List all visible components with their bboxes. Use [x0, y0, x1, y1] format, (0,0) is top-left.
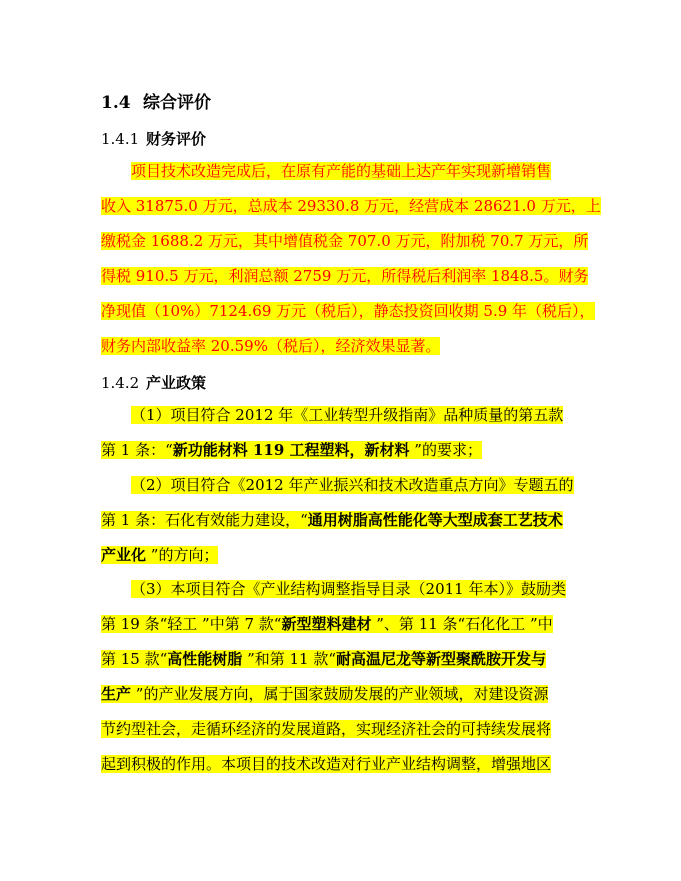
- subsection-title: 产业政策: [146, 374, 207, 392]
- financial-line-6: 财务内部收益率 20.59%（税后），经济效果显著。: [101, 337, 441, 355]
- subsection-title: 财务评价: [146, 130, 207, 148]
- policy-item-2-line-3: 产业化 ”的方向；: [101, 546, 219, 564]
- policy-item-3-line-1: （3）本项目符合《产业结构调整指导目录（2011 年本）》鼓励类: [131, 580, 566, 598]
- policy-item-3-line-2: 第 19 条“轻工 ”中第 7 款“新型塑料建材 ”、第 11 条“石化化工 ”中: [101, 615, 553, 633]
- section-number: 1.4: [101, 93, 131, 113]
- section-title: 综合评价: [143, 93, 211, 113]
- financial-line-3: 缴税金 1688.2 万元，其中增值税金 707.0 万元，附加税 70.7 万元，所: [101, 232, 589, 250]
- financial-line-1: 项目技术改造完成后，在原有产能的基础上达产年实现新增销售: [131, 162, 552, 180]
- policy-item-2-line-2: 第 1 条：石化有效能力建设，“通用树脂高性能化等大型成套工艺技术: [101, 511, 563, 529]
- policy-item-1-line-2: 第 1 条：“新功能材料 119 工程塑料，新材料 ”的要求；: [101, 441, 482, 459]
- policy-item-3-line-4: 生产 ”的产业发展方向，属于国家鼓励发展的产业领域，对建设资源: [101, 685, 549, 703]
- section-heading: [101, 88, 211, 113]
- subsection-number: 1.4.2: [101, 374, 140, 392]
- policy-item-3-line-3: 第 15 款“高性能树脂 ”和第 11 款“耐高温尼龙等新型聚酰胺开发与: [101, 650, 547, 668]
- policy-item-3-line-6: 起到积极的作用。本项目的技术改造对行业产业结构调整，增强地区: [101, 755, 552, 773]
- policy-item-3-line-5: 节约型社会，走循环经济的发展道路，实现经济社会的可持续发展将: [101, 720, 552, 738]
- financial-line-4: 得税 910.5 万元，利润总额 2759 万元，所得税后利润率 1848.5。财务: [101, 267, 589, 285]
- financial-line-2: 收入 31875.0 万元，总成本 29330.8 万元，经营成本 28621.0 万元，上: [101, 197, 601, 215]
- subsection-number: 1.4.1: [101, 130, 140, 148]
- subsection-heading-policy: [101, 372, 206, 393]
- subsection-heading-financial: [101, 128, 206, 149]
- policy-item-1-line-1: （1）项目符合 2012 年《工业转型升级指南》品种质量的第五款: [131, 406, 564, 424]
- policy-item-2-line-1: （2）项目符合《2012 年产业振兴和技术改造重点方向》专题五的: [131, 476, 574, 494]
- financial-line-5: 净现值（10%）7124.69 万元（税后），静态投资回收期 5.9 年（税后），: [101, 302, 595, 320]
